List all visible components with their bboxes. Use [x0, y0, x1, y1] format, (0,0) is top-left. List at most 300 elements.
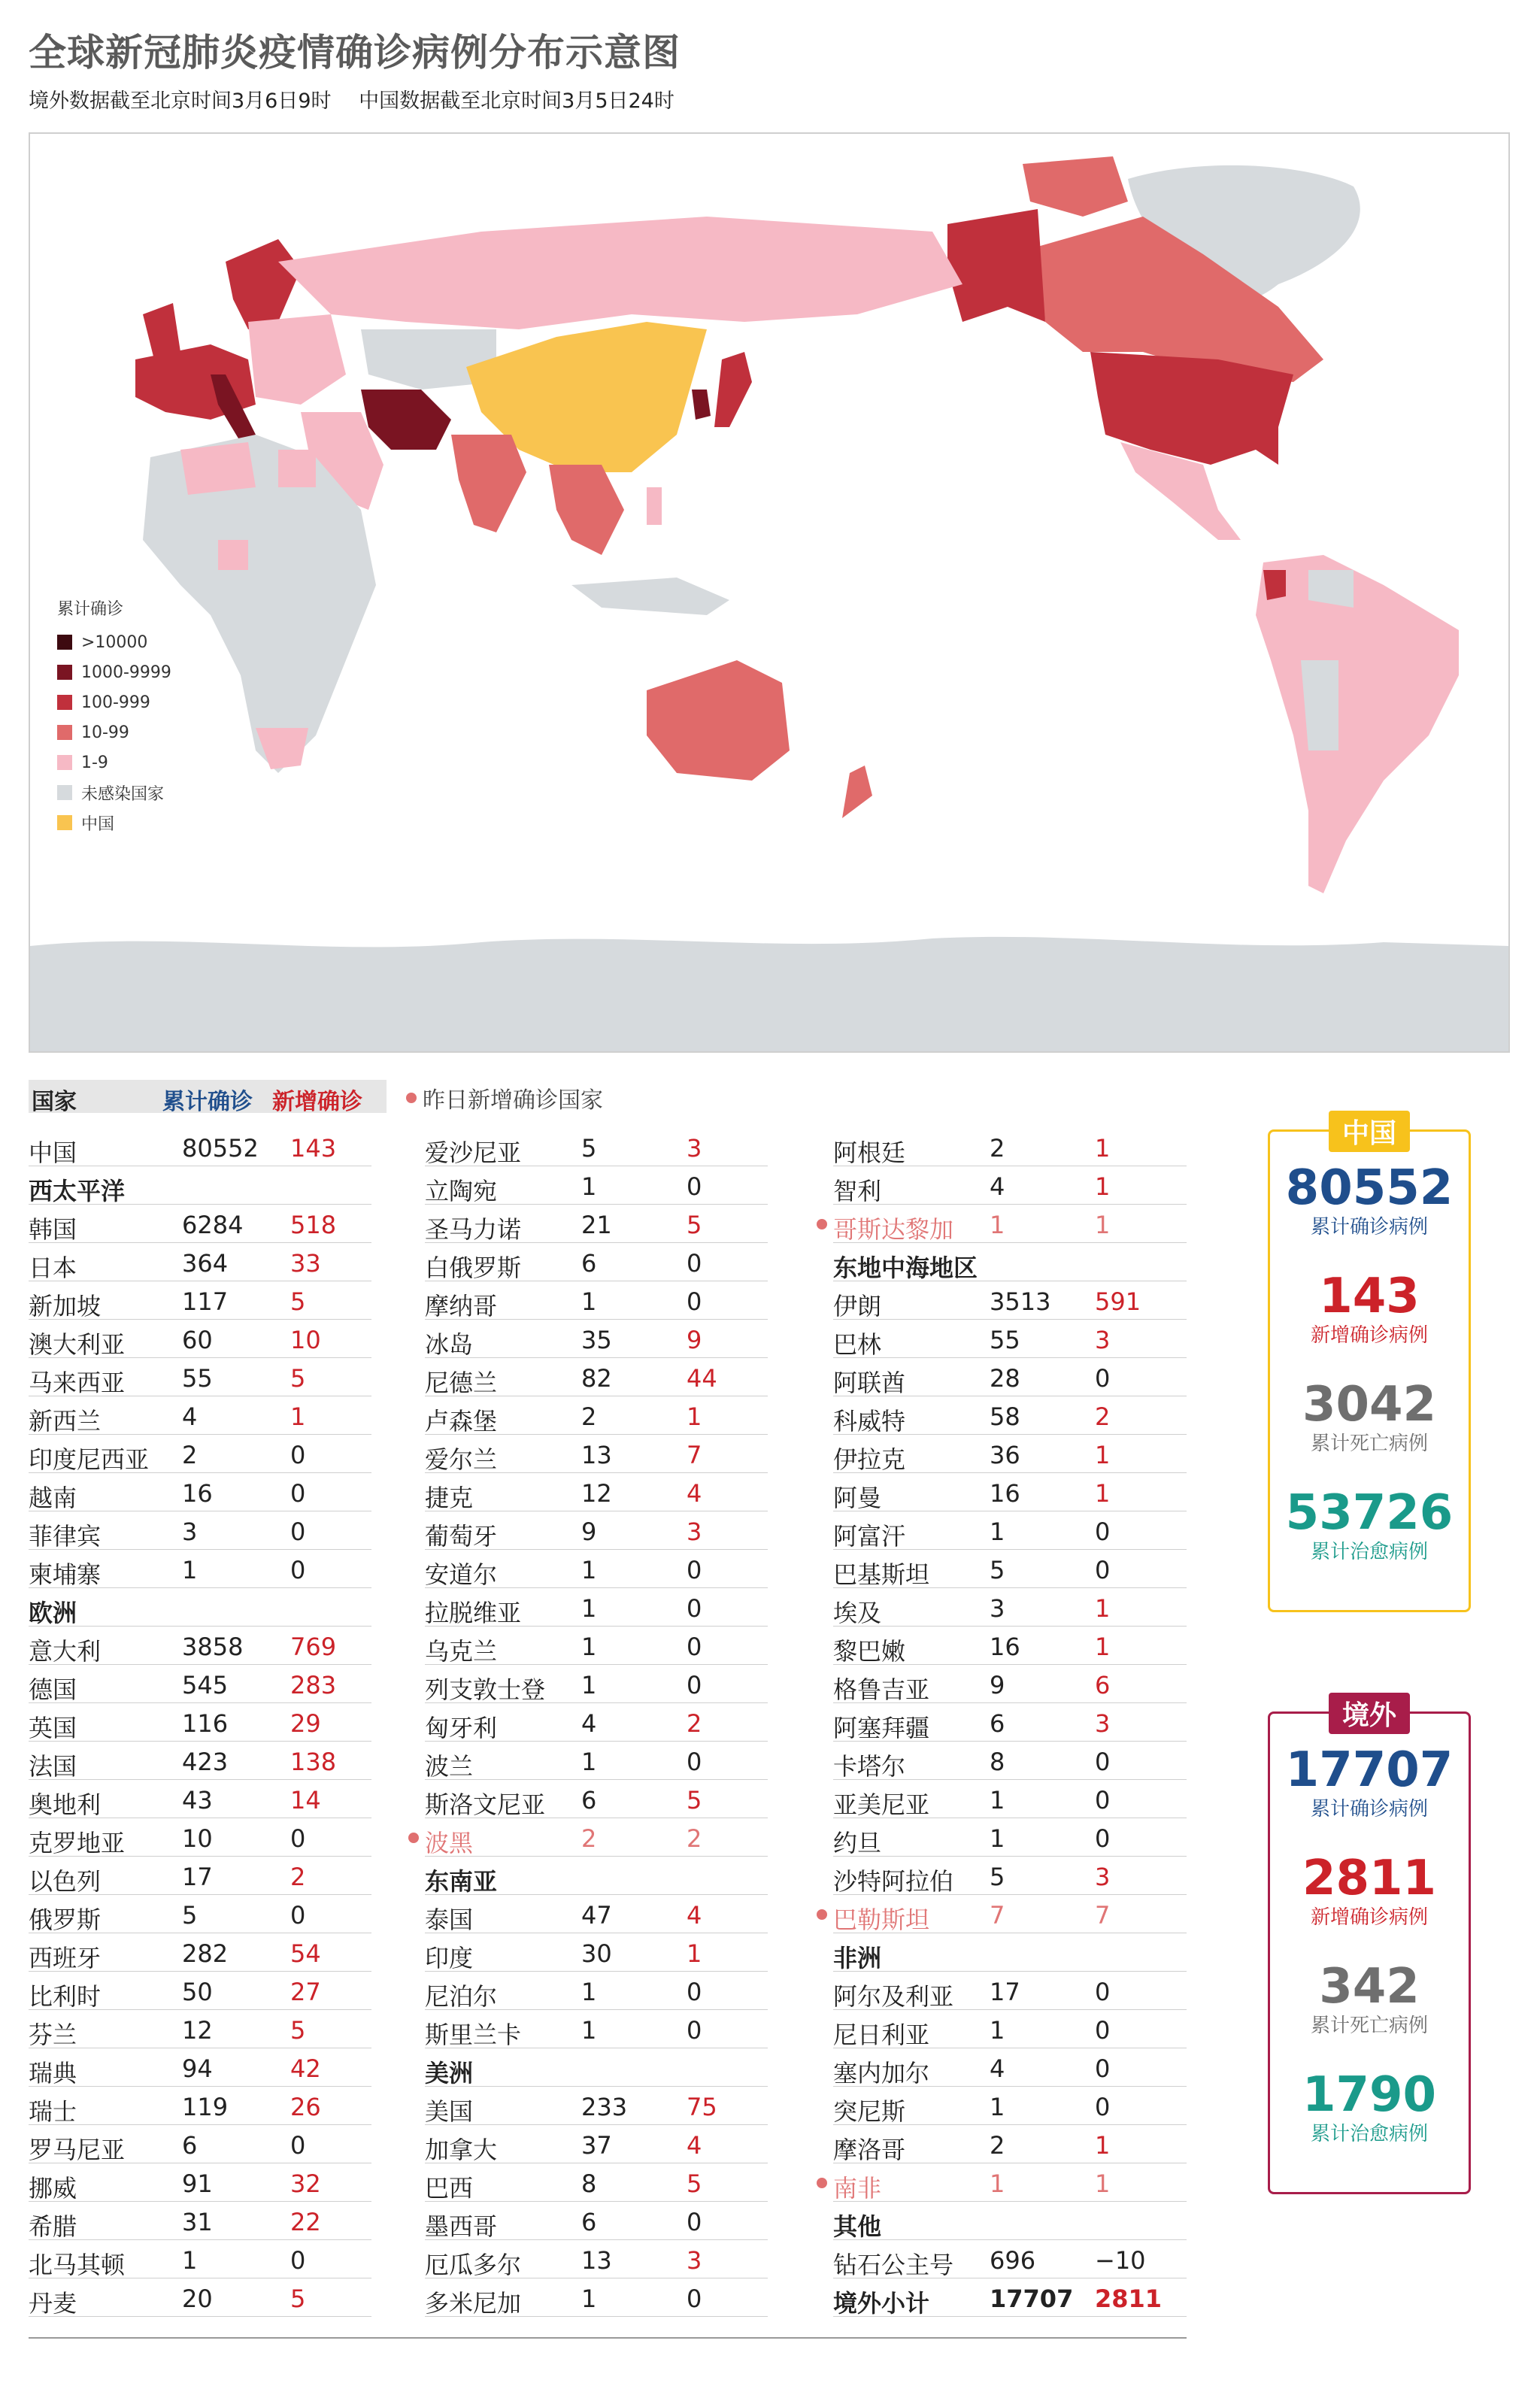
- cumulative-count: 2: [990, 2131, 1005, 2160]
- country-name: 菲律宾: [29, 1522, 102, 1551]
- new-count: 33: [290, 1249, 321, 1278]
- map-legend: [57, 596, 171, 838]
- cumulative-count: 31: [182, 2208, 213, 2236]
- new-count: 0: [290, 1824, 306, 1853]
- country-name: 约旦: [833, 1829, 882, 1857]
- new-count: 0: [687, 1556, 702, 1584]
- summary-box-tag: 中国: [1329, 1111, 1410, 1152]
- table-row: [29, 1511, 371, 1550]
- country-name: 摩纳哥: [425, 1292, 498, 1320]
- cumulative-count: 35: [581, 1326, 612, 1354]
- bottom-divider: [29, 2337, 1187, 2339]
- new-count: 0: [687, 1172, 702, 1201]
- cumulative-count: 1: [581, 2284, 597, 2313]
- cumulative-count: 50: [182, 1978, 213, 2006]
- cumulative-count: 1: [990, 1517, 1005, 1546]
- india: [451, 435, 526, 532]
- region-name: 美洲: [425, 2059, 474, 2087]
- legend-title: 累计确诊: [57, 600, 124, 619]
- country-name: 巴勒斯坦: [833, 1905, 930, 1934]
- cumulative-count: 545: [182, 1671, 229, 1699]
- country-name: 越南: [29, 1484, 77, 1512]
- new-count: 3: [687, 2246, 702, 2275]
- cumulative-count: 116: [182, 1709, 229, 1738]
- table-row: [29, 1550, 371, 1588]
- legend-label: 1000-9999: [81, 662, 171, 682]
- table-row: [833, 1742, 1187, 1780]
- cumulative-count: 119: [182, 2093, 229, 2121]
- table-row: [29, 1396, 371, 1435]
- arctic-islands: [1023, 156, 1128, 217]
- australia: [647, 660, 790, 781]
- table-column-2: [425, 1128, 768, 2317]
- table-row: [425, 1742, 768, 1780]
- table-row: [29, 1473, 371, 1511]
- new-count: 0: [290, 1441, 306, 1469]
- new-count: 4: [687, 1479, 702, 1508]
- cumulative-count: 233: [581, 2093, 628, 2121]
- new-count: 6: [1095, 1671, 1111, 1699]
- cumulative-count: 6: [581, 2208, 597, 2236]
- cumulative-count: 37: [581, 2131, 612, 2160]
- country-name: 奥地利: [29, 1790, 102, 1819]
- table-row: [833, 1281, 1187, 1320]
- country-name: 加拿大: [425, 2136, 498, 2164]
- country-name: 新西兰: [29, 1407, 102, 1436]
- new-count: 5: [687, 1211, 702, 1239]
- header-cumulative: 累计确诊: [162, 1089, 253, 1115]
- new-count: 7: [1095, 1901, 1111, 1930]
- country-name: 乌克兰: [425, 1637, 498, 1666]
- cumulative-count: 2: [581, 1824, 597, 1853]
- cumulative-count: 1: [581, 1594, 597, 1623]
- new-count: 54: [290, 1939, 321, 1968]
- table-row: [29, 2240, 371, 2278]
- scandinavia: [226, 239, 301, 329]
- country-name: 沙特阿拉伯: [833, 1867, 954, 1896]
- table-row: [425, 1588, 768, 1627]
- country-name: 尼日利亚: [833, 2021, 930, 2049]
- stat-label: 累计确诊病例: [1310, 1216, 1428, 1238]
- iran: [361, 390, 451, 450]
- stat-label: 新增确诊病例: [1310, 1906, 1428, 1929]
- table-row: [29, 1818, 371, 1857]
- table-row: [425, 1205, 768, 1243]
- eastern-europe: [248, 314, 346, 405]
- table-row: [425, 1396, 768, 1435]
- new-count: 75: [687, 2093, 717, 2121]
- table-row: [425, 2240, 768, 2278]
- north-africa-algeria: [180, 442, 256, 495]
- cumulative-count: 1: [581, 1556, 597, 1584]
- country-name: 尼泊尔: [425, 1982, 498, 2011]
- subtitle: [29, 84, 696, 114]
- new-count: 1: [1095, 1633, 1111, 1661]
- table-column-1: [29, 1128, 371, 2317]
- country-name: 阿根廷: [833, 1138, 906, 1167]
- country-name: 立陶宛: [425, 1177, 498, 1205]
- cumulative-count: 6: [990, 1709, 1005, 1738]
- legend-label: 1-9: [81, 753, 108, 772]
- cumulative-count: 16: [990, 1633, 1020, 1661]
- cumulative-count: 17: [182, 1863, 213, 1891]
- table-row: [833, 2240, 1187, 2278]
- country-name: 伊拉克: [833, 1445, 906, 1474]
- cumulative-count: 1: [581, 1978, 597, 2006]
- subtitle-china-time: 中国数据截至北京时间3月5日24时: [359, 89, 675, 113]
- country-name: 厄瓜多尔: [425, 2251, 522, 2279]
- new-count: 1: [687, 1939, 702, 1968]
- country-name: 多米尼加: [425, 2289, 522, 2318]
- country-name: 智利: [833, 1177, 882, 1205]
- new-count: 5: [290, 2284, 306, 2313]
- new-count: 0: [290, 1479, 306, 1508]
- new-count: 2: [687, 1824, 702, 1853]
- new-count: 0: [1095, 1748, 1111, 1776]
- cumulative-count: 58: [990, 1402, 1020, 1431]
- new-count: 26: [290, 2093, 321, 2121]
- new-count: 1: [1095, 2131, 1111, 2160]
- cumulative-count: 2: [990, 1134, 1005, 1163]
- table-row: [29, 1972, 371, 2010]
- cumulative-count: 12: [581, 1479, 612, 1508]
- cumulative-count: 55: [990, 1326, 1020, 1354]
- table-row: [833, 2010, 1187, 2048]
- korea: [692, 390, 711, 420]
- stat-value: 3042: [1302, 1377, 1437, 1433]
- country-name: 墨西哥: [425, 2212, 498, 2241]
- country-name: 斯洛文尼亚: [425, 1790, 546, 1819]
- country-name: 阿富汗: [833, 1522, 906, 1551]
- cumulative-count: 2: [182, 1441, 198, 1469]
- china-summary-box: [1268, 1118, 1471, 1612]
- stat-label: 累计死亡病例: [1310, 1433, 1428, 1455]
- new-count: 0: [1095, 2093, 1111, 2121]
- legend-swatch: [57, 665, 72, 680]
- legend-item: [57, 627, 171, 657]
- cumulative-count: 1: [581, 1748, 597, 1776]
- table-row: [29, 1435, 371, 1473]
- country-name: 克罗地亚: [29, 1829, 126, 1857]
- new-count: 1: [1095, 1211, 1111, 1239]
- legend-item: [57, 778, 171, 808]
- cumulative-count: 17707: [990, 2284, 1074, 2313]
- cumulative-count: 80552: [182, 1134, 259, 1163]
- table-row: [29, 1281, 371, 1320]
- cumulative-count: 1: [182, 1556, 198, 1584]
- region-name: 非洲: [833, 1944, 882, 1972]
- table-row: [425, 1703, 768, 1742]
- table-row: [425, 1435, 768, 1473]
- header-new: 新增确诊: [272, 1089, 362, 1115]
- new-country-dot-icon: [817, 1909, 827, 1920]
- legend-swatch: [57, 695, 72, 710]
- country-name: 阿塞拜疆: [833, 1714, 930, 1742]
- country-name: 圣马力诺: [425, 1215, 522, 1244]
- cumulative-count: 696: [990, 2246, 1036, 2275]
- summary-stat: [1270, 1378, 1469, 1457]
- country-name: 卢森堡: [425, 1407, 498, 1436]
- new-count: 0: [290, 2246, 306, 2275]
- cumulative-count: 1: [581, 2016, 597, 2045]
- country-name: 韩国: [29, 1215, 77, 1244]
- table-row: [425, 1550, 768, 1588]
- table-row: [833, 1550, 1187, 1588]
- new-count: 5: [290, 1364, 306, 1393]
- table-row: [833, 1396, 1187, 1435]
- cumulative-count: 3858: [182, 1633, 244, 1661]
- new-count: 138: [290, 1748, 337, 1776]
- summary-stat: [1270, 1960, 1469, 2039]
- legend-label: >10000: [81, 632, 148, 652]
- new-count: 10: [290, 1326, 321, 1354]
- region-name: 欧洲: [29, 1599, 77, 1627]
- country-name: 芬兰: [29, 2021, 77, 2049]
- region-heading: [833, 2202, 1187, 2240]
- cumulative-count: 117: [182, 1287, 229, 1316]
- table-row: [425, 2087, 768, 2125]
- new-count: 0: [687, 1633, 702, 1661]
- region-name: 其他: [833, 2212, 882, 2241]
- stat-label: 累计确诊病例: [1310, 1798, 1428, 1821]
- legend-item: [57, 717, 171, 747]
- country-name: 钻石公主号: [833, 2251, 954, 2279]
- region-heading: [29, 1588, 371, 1627]
- new-count: 1: [1095, 1172, 1111, 1201]
- russia: [278, 217, 962, 329]
- country-name: 爱沙尼亚: [425, 1138, 522, 1167]
- stat-value: 1790: [1302, 2067, 1437, 2123]
- country-name: 英国: [29, 1714, 77, 1742]
- country-name: 新加坡: [29, 1292, 102, 1320]
- cumulative-count: 8: [990, 1748, 1005, 1776]
- cumulative-count: 2: [581, 1402, 597, 1431]
- cumulative-count: 1: [182, 2246, 198, 2275]
- table-row: [29, 1128, 371, 1166]
- new-count: 0: [290, 1556, 306, 1584]
- table-row: [425, 1243, 768, 1281]
- cumulative-count: 8: [581, 2169, 597, 2198]
- country-name: 阿曼: [833, 1484, 882, 1512]
- indonesia: [571, 578, 729, 615]
- new-count: 0: [687, 1594, 702, 1623]
- country-name: 斯里兰卡: [425, 2021, 522, 2049]
- table-row: [833, 2048, 1187, 2087]
- stat-value: 53726: [1285, 1485, 1454, 1541]
- country-name: 巴林: [833, 1330, 882, 1359]
- country-name: 北马其顿: [29, 2251, 126, 2279]
- table-row: [425, 1972, 768, 2010]
- cumulative-count: 1: [990, 1824, 1005, 1853]
- cumulative-count: 1: [581, 1287, 597, 1316]
- legend-swatch: [57, 635, 72, 650]
- cumulative-count: 30: [581, 1939, 612, 1968]
- table-row: [425, 2202, 768, 2240]
- country-name: 波兰: [425, 1752, 474, 1781]
- new-country-note-text: 昨日新增确诊国家: [423, 1087, 603, 1114]
- cumulative-count: 94: [182, 2054, 213, 2083]
- table-row: [29, 1742, 371, 1780]
- cumulative-count: 82: [581, 1364, 612, 1393]
- egypt: [278, 450, 316, 487]
- new-count: 5: [687, 1786, 702, 1815]
- cumulative-count: 36: [990, 1441, 1020, 1469]
- country-name: 柬埔寨: [29, 1560, 102, 1589]
- region-heading: [833, 1243, 1187, 1281]
- summary-stat: [1270, 1744, 1469, 1822]
- new-count: 0: [1095, 1556, 1111, 1584]
- cumulative-count: 1: [990, 2169, 1005, 2198]
- new-count: 0: [687, 2016, 702, 2045]
- new-count: 0: [1095, 1364, 1111, 1393]
- table-row: [833, 1703, 1187, 1742]
- legend-item: [57, 657, 171, 687]
- country-name: 摩洛哥: [833, 2136, 906, 2164]
- stat-value: 143: [1319, 1269, 1420, 1324]
- new-count: 1: [1095, 1479, 1111, 1508]
- japan: [714, 352, 752, 427]
- table-row: [425, 1358, 768, 1396]
- summary-stat: [1270, 1487, 1469, 1565]
- south-africa: [256, 728, 308, 769]
- table-row: [425, 2278, 768, 2317]
- table-row: [833, 1972, 1187, 2010]
- table-row: [29, 1665, 371, 1703]
- country-name: 意大利: [29, 1637, 102, 1666]
- table-row: [833, 1627, 1187, 1665]
- region-name: 东地中海地区: [833, 1254, 978, 1282]
- cumulative-count: 4: [990, 1172, 1005, 1201]
- table-row: [833, 2163, 1187, 2202]
- cumulative-count: 60: [182, 1326, 213, 1354]
- new-count: 9: [687, 1326, 702, 1354]
- new-count: 143: [290, 1134, 337, 1163]
- cumulative-count: 55: [182, 1364, 213, 1393]
- new-count: 2: [1095, 1402, 1111, 1431]
- legend-swatch: [57, 815, 72, 830]
- cumulative-count: 28: [990, 1364, 1020, 1393]
- antarctica: [30, 937, 1508, 1051]
- new-count: 0: [1095, 2016, 1111, 2045]
- country-name: 亚美尼亚: [833, 1790, 930, 1819]
- new-count: 42: [290, 2054, 321, 2083]
- table-row: [29, 1627, 371, 1665]
- cumulative-count: 1: [990, 2016, 1005, 2045]
- cumulative-count: 3513: [990, 1287, 1051, 1316]
- ecuador: [1263, 570, 1286, 600]
- country-name: 阿联酋: [833, 1369, 906, 1397]
- country-name: 哥斯达黎加: [833, 1215, 954, 1244]
- cumulative-count: 9: [990, 1671, 1005, 1699]
- country-name: 泰国: [425, 1905, 474, 1934]
- uk: [143, 303, 180, 359]
- new-country-note: [406, 1081, 603, 1114]
- new-count: 0: [1095, 1978, 1111, 2006]
- table-row: [29, 2163, 371, 2202]
- table-row: [425, 1473, 768, 1511]
- new-count: 4: [687, 2131, 702, 2160]
- stat-value: 2811: [1302, 1851, 1437, 1906]
- table-row: [833, 1511, 1187, 1550]
- country-name: 南非: [833, 2174, 882, 2203]
- summary-stat: [1270, 2069, 1469, 2147]
- country-name: 俄罗斯: [29, 1905, 102, 1934]
- country-name: 伊朗: [833, 1292, 882, 1320]
- cumulative-count: 1: [990, 1211, 1005, 1239]
- table-row: [29, 1358, 371, 1396]
- summary-box-tag: 境外: [1329, 1693, 1410, 1734]
- cumulative-count: 16: [182, 1479, 213, 1508]
- south-america: [1256, 555, 1459, 893]
- legend-label: 中国: [81, 814, 115, 834]
- new-count: 0: [687, 1978, 702, 2006]
- stat-value: 17707: [1285, 1742, 1454, 1798]
- table-row: [425, 2163, 768, 2202]
- new-count: 3: [687, 1517, 702, 1546]
- subtotal-row: [833, 2278, 1187, 2317]
- country-name: 爱尔兰: [425, 1445, 498, 1474]
- cumulative-count: 6: [581, 1249, 597, 1278]
- philippines: [647, 487, 662, 525]
- table-row: [425, 1665, 768, 1703]
- cumulative-count: 13: [581, 2246, 612, 2275]
- region-heading: [29, 1166, 371, 1205]
- cumulative-count: 6: [182, 2131, 198, 2160]
- country-name: 印度: [425, 1944, 474, 1972]
- cumulative-count: 43: [182, 1786, 213, 1815]
- country-name: 科威特: [833, 1407, 906, 1436]
- new-count: 0: [687, 1671, 702, 1699]
- legend-label: 未感染国家: [81, 784, 165, 804]
- cumulative-count: 47: [581, 1901, 612, 1930]
- table-row: [29, 1205, 371, 1243]
- country-name: 美国: [425, 2097, 474, 2126]
- cumulative-count: 7: [990, 1901, 1005, 1930]
- table-row: [833, 1857, 1187, 1895]
- new-count: 3: [1095, 1326, 1111, 1354]
- summary-stat: [1270, 1162, 1469, 1240]
- cumulative-count: 12: [182, 2016, 213, 2045]
- country-name: 卡塔尔: [833, 1752, 906, 1781]
- country-name: 瑞士: [29, 2097, 77, 2126]
- legend-item: [57, 687, 171, 717]
- country-name: 中国: [29, 1138, 77, 1167]
- country-name: 境外小计: [833, 2289, 930, 2318]
- table-header: [29, 1080, 387, 1113]
- header-country: 国家: [32, 1089, 77, 1115]
- country-name: 埃及: [833, 1599, 882, 1627]
- new-count: 5: [687, 2169, 702, 2198]
- new-count: 5: [290, 1287, 306, 1316]
- legend-label: 100-999: [81, 693, 150, 712]
- new-count: 283: [290, 1671, 337, 1699]
- cumulative-count: 1: [581, 1671, 597, 1699]
- country-name: 冰岛: [425, 1330, 474, 1359]
- cumulative-count: 3: [990, 1594, 1005, 1623]
- new-count: 4: [687, 1901, 702, 1930]
- subtitle-overseas-time: 境外数据截至北京时间3月6日9时: [29, 89, 332, 113]
- table-row: [425, 1320, 768, 1358]
- new-count: 7: [687, 1441, 702, 1469]
- summary-stat: [1270, 1852, 1469, 1930]
- legend-item: [57, 747, 171, 778]
- cumulative-count: 16: [990, 1479, 1020, 1508]
- table-row: [833, 1128, 1187, 1166]
- cumulative-count: 5: [581, 1134, 597, 1163]
- table-row: [29, 2048, 371, 2087]
- cumulative-count: 5: [990, 1556, 1005, 1584]
- table-row: [833, 1205, 1187, 1243]
